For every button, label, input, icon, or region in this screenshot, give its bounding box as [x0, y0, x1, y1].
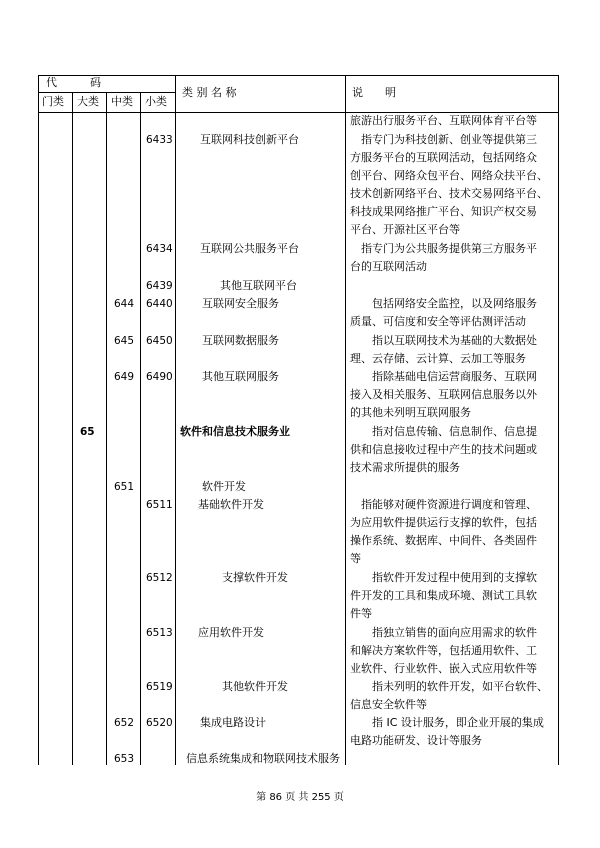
col-divider-4	[175, 75, 176, 765]
row-desc-line: 件开发的工具和集成环境、测试工具软	[350, 589, 537, 602]
xiao-code: 6512	[146, 572, 173, 584]
category-name: 其他互联网平台	[220, 279, 297, 292]
table-top-border	[38, 75, 558, 76]
row-desc-line: 电路功能研发、设计等服务	[350, 734, 482, 747]
header-xiao: 小类	[145, 95, 167, 108]
category-name: 信息系统集成和物联网技术服务	[186, 752, 340, 765]
category-name: 集成电路设计	[200, 716, 266, 729]
row-desc-line: 技术需求所提供的服务	[350, 461, 460, 474]
row-desc-line: 质量、可信度和安全等评估测评活动	[350, 315, 526, 328]
header-zhong: 中类	[111, 95, 133, 108]
row-desc-line: 指独立销售的面向应用需求的软件	[350, 626, 537, 639]
table-left-border	[38, 75, 39, 765]
category-name: 软件和信息技术服务业	[180, 425, 290, 438]
category-name: 互联网科技创新平台	[200, 133, 299, 146]
row-desc-line: 等	[350, 552, 361, 565]
row-desc-line: 科技成果网络推广平台、知识产权交易	[350, 205, 537, 218]
zhong-code: 651	[114, 481, 135, 493]
category-name: 应用软件开发	[198, 626, 264, 639]
zhong-code: 653	[114, 753, 135, 765]
row-desc-line: 和解决方案软件等，包括通用软件、工	[350, 644, 537, 657]
xiao-code: 6520	[146, 717, 173, 729]
row-desc-line: 台的互联网活动	[350, 260, 427, 273]
xiao-code: 6433	[146, 134, 173, 146]
col-divider-2	[106, 92, 107, 765]
header-category-name: 类 别 名 称	[182, 86, 237, 99]
xiao-code: 6440	[146, 298, 173, 310]
row-desc-line: 为应用软件提供运行支撑的软件，包括	[350, 516, 537, 529]
row-desc-line: 业软件、行业软件、嵌入式应用软件等	[350, 662, 537, 675]
row-desc-line: 指除基础电信运营商服务、互联网	[350, 370, 537, 383]
row-desc-line: 指对信息传输、信息制作、信息提	[350, 425, 537, 438]
zhong-code: 644	[114, 298, 135, 310]
row-desc-line: 件等	[350, 607, 372, 620]
category-name: 互联网公共服务平台	[200, 242, 299, 255]
category-name: 支撑软件开发	[222, 571, 288, 584]
xiao-code: 6513	[146, 627, 173, 639]
col-divider-1	[72, 92, 73, 765]
row-desc-line: 指 IC 设计服务，即企业开展的集成	[350, 716, 544, 729]
col-divider-5	[345, 75, 346, 765]
category-name: 互联网安全服务	[202, 297, 279, 310]
category-name: 基础软件开发	[198, 498, 264, 511]
zhong-code: 652	[114, 717, 135, 729]
xiao-code: 6519	[146, 681, 173, 693]
row-desc-line: 理、云存储、云计算、云加工等服务	[350, 352, 526, 365]
zhong-code: 645	[114, 335, 135, 347]
row-desc-line: 旅游出行服务平台、互联网体育平台等	[350, 114, 537, 127]
row-desc-line: 指以互联网技术为基础的大数据处	[350, 334, 537, 347]
xiao-code: 6490	[146, 371, 173, 383]
row-desc-line: 创平台、网络众包平台、网络众扶平台、	[350, 169, 548, 182]
header-description: 说 明	[352, 86, 396, 99]
row-desc-line: 的其他未列明互联网服务	[350, 406, 471, 419]
row-desc-line: 包括网络安全监控，以及网络服务	[350, 297, 537, 310]
row-desc-line: 信息安全软件等	[350, 698, 427, 711]
row-desc-line: 供和信息接收过程中产生的技术问题或	[350, 443, 537, 456]
row-desc-line: 接入及相关服务、互联网信息服务以外	[350, 388, 537, 401]
xiao-code: 6511	[146, 499, 173, 511]
category-name: 其他互联网服务	[202, 370, 279, 383]
row-desc-line: 指能够对硬件资源进行调度和管理、	[350, 498, 537, 511]
xiao-code: 6434	[146, 243, 173, 255]
da-code: 65	[80, 426, 95, 438]
xiao-code: 6439	[146, 280, 173, 292]
row-desc-line: 指专门为科技创新、创业等提供第三	[350, 133, 537, 146]
category-name: 互联网数据服务	[202, 334, 279, 347]
category-name: 其他软件开发	[222, 680, 288, 693]
row-desc-line: 指未列明的软件开发，如平台软件、	[350, 680, 548, 693]
zhong-code: 649	[114, 371, 135, 383]
category-name: 软件开发	[202, 480, 246, 493]
header-men: 门类	[42, 95, 64, 108]
table-right-border	[558, 75, 559, 765]
xiao-code: 6450	[146, 335, 173, 347]
header-code: 代 码	[46, 76, 101, 89]
row-desc-line: 指专门为公共服务提供第三方服务平	[350, 242, 537, 255]
row-desc-line: 指软件开发过程中使用到的支撑软	[350, 571, 537, 584]
row-desc-line: 平台、开源社区平台等	[350, 223, 460, 236]
header-da: 大类	[77, 95, 99, 108]
col-divider-3	[140, 92, 141, 765]
row-desc-line: 操作系统、数据库、中间件、各类固件	[350, 534, 537, 547]
page-number-footer: 第 86 页 共 255 页	[256, 792, 344, 803]
row-desc-line: 技术创新网络平台、技术交易网络平台、	[350, 187, 548, 200]
row-desc-line: 方服务平台的互联网活动，包括网络众	[350, 151, 537, 164]
